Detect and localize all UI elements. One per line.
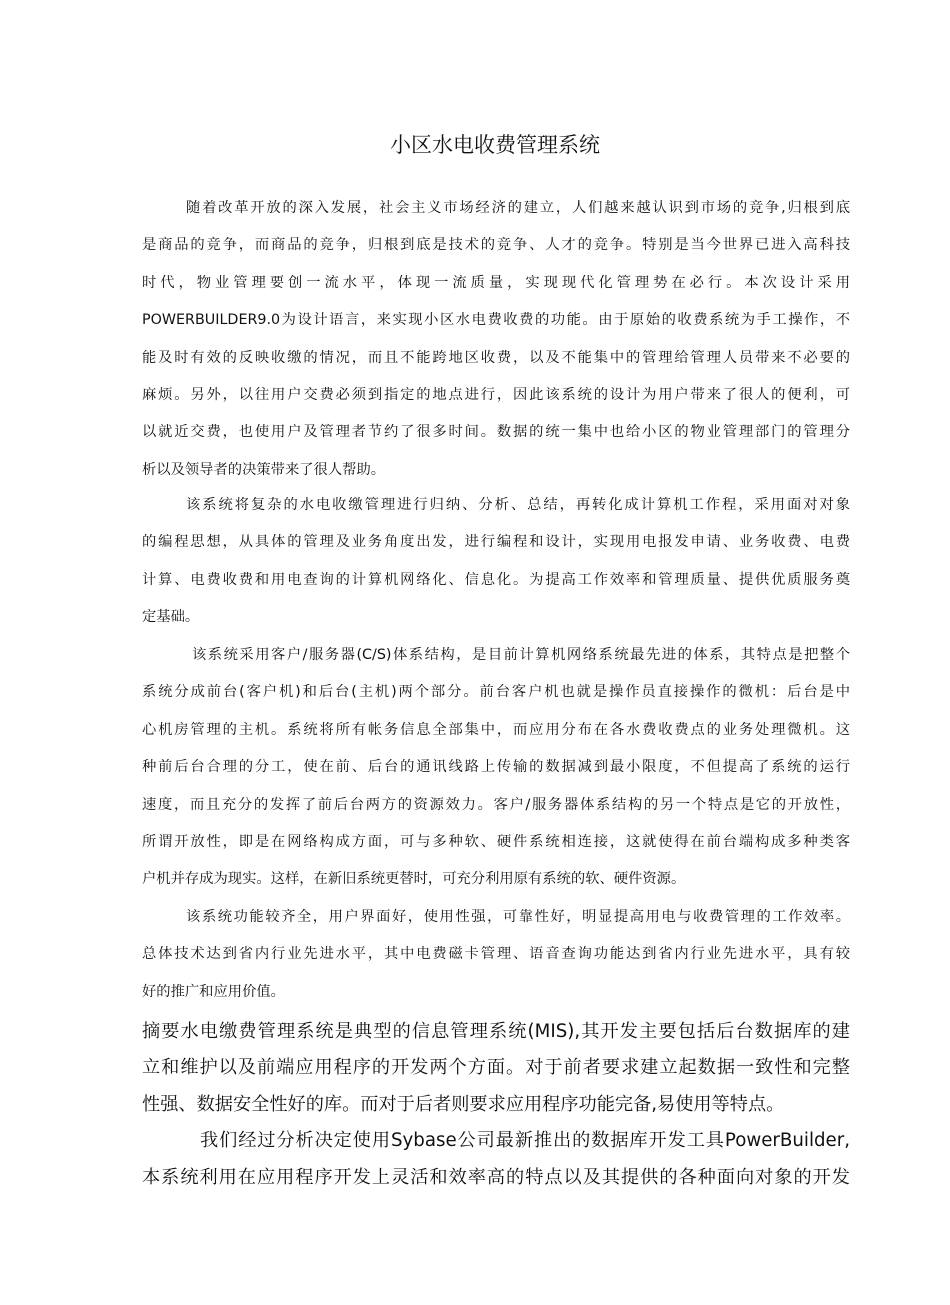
abstract-line: 立和维护以及前端应用程序的开发两个方面。对于前者要求建立起数据一致性和完整 [142, 1057, 850, 1079]
text-line: 是商品的竞争，而商品的竞争，归根到底是技术的竞争、人才的竞争。特别是当今世界已进入高科技 [142, 237, 850, 254]
text-line: 总体技术达到省内行业先进水平，其中电费磁卡管理、语音查询功能达到省内行业先进水平，具有较 [142, 946, 850, 963]
abstract-section [142, 1014, 850, 1196]
abstract-line: 性强、数据安全性好的库。而对于后者则要求应用程序功能完备,易使用等特点。 [142, 1093, 785, 1115]
paragraph-3 [142, 637, 850, 899]
text-line: 户机并存成为现实。这样，在新旧系统更替时，可充分利用原有系统的软、硬件资源。 [142, 871, 686, 888]
text-line: 定基础。 [142, 609, 200, 626]
text-line: POWERBUILDER9.0为设计语言，来实现小区水电费收费的功能。由于原始的收费系统为手工操作，不 [142, 312, 850, 329]
text-line: 随着改革开放的深入发展，社会主义市场经济的建立，人们越来越认识到市场的竞争,归根到底 [186, 200, 850, 216]
paragraph-2 [142, 487, 850, 637]
paragraph-4 [142, 899, 850, 1011]
text-line: 该系统将复杂的水电收缴管理进行归纳、分析、总结，再转化成计算机工作程，采用面对对象 [186, 497, 850, 513]
abstract-line: 本系统利用在应用程序开发上灵活和效率高的特点以及其提供的各种面向对象的开发 [142, 1166, 850, 1188]
text-line: 心机房管理的主机。系统将所有帐务信息全部集中，而应用分布在各水费收费点的业务处理微机。这 [142, 721, 850, 738]
document-title: 小区水电收费管理系统 [390, 133, 600, 157]
abstract-line: 我们经过分析决定使用Sybase公司最新推出的数据库开发工具PowerBuilder, [200, 1130, 850, 1152]
text-line: 种前后台合理的分工，使在前、后台的通讯线路上传输的数据减到最小限度，不但提高了系统的运行 [142, 759, 850, 776]
abstract-line: 摘要水电缴费管理系统是典型的信息管理系统(MIS),其开发主要包括后台数据库的建 [142, 1021, 850, 1042]
text-line: 麻烦。另外，以往用户交费必须到指定的地点进行，因此该系统的设计为用户带来了很人的便利，可 [142, 386, 850, 403]
text-line: 所谓开放性，即是在网络构成方面，可与多种软、硬件系统相连接，这就使得在前台端构成多种类客 [142, 833, 850, 850]
text-line: 能及时有效的反映收缴的情况，而且不能跨地区收费，以及不能集中的管理给管理人员带来不必要的 [142, 349, 850, 366]
text-line: 的编程思想，从具体的管理及业务角度出发，进行编程和设计，实现用电报发申请、业务收费、电费 [142, 534, 850, 551]
text-line: 计算、电费收费和用电查询的计算机网络化、信息化。为提高工作效率和管理质量、提供优质服务奠 [142, 571, 850, 588]
text-line: 以就近交费，也使用户及管理者节约了很多时间。数据的统一集中也给小区的物业管理部门的管理分 [142, 424, 850, 441]
text-line: 速度，而且充分的发挥了前后台两方的资源效力。客户/服务器体系结构的另一个特点是它的开放性， [142, 796, 850, 813]
text-line: 好的推广和应用价值。 [142, 983, 285, 1000]
text-line: 系统分成前台(客户机)和后台(主机)两个部分。前台客户机也就是操作员直接操作的微机：后台是中 [142, 684, 850, 701]
paragraph-1 [142, 190, 850, 489]
text-line: 该系统采用客户/服务器(C/S)体系结构，是目前计算机网络系统最先进的体系，其特点是把整个 [192, 647, 850, 663]
text-line: 时代，物业管理要创一流水平，体现一流质量，实现现代化管理势在必行。本次设计采用 [142, 274, 850, 291]
text-line: 该系统功能较齐全，用户界面好，使用性强，可靠性好，明显提高用电与收费管理的工作效率。 [186, 909, 850, 925]
text-line: 析以及领导者的决策带来了很人帮助。 [142, 461, 386, 478]
